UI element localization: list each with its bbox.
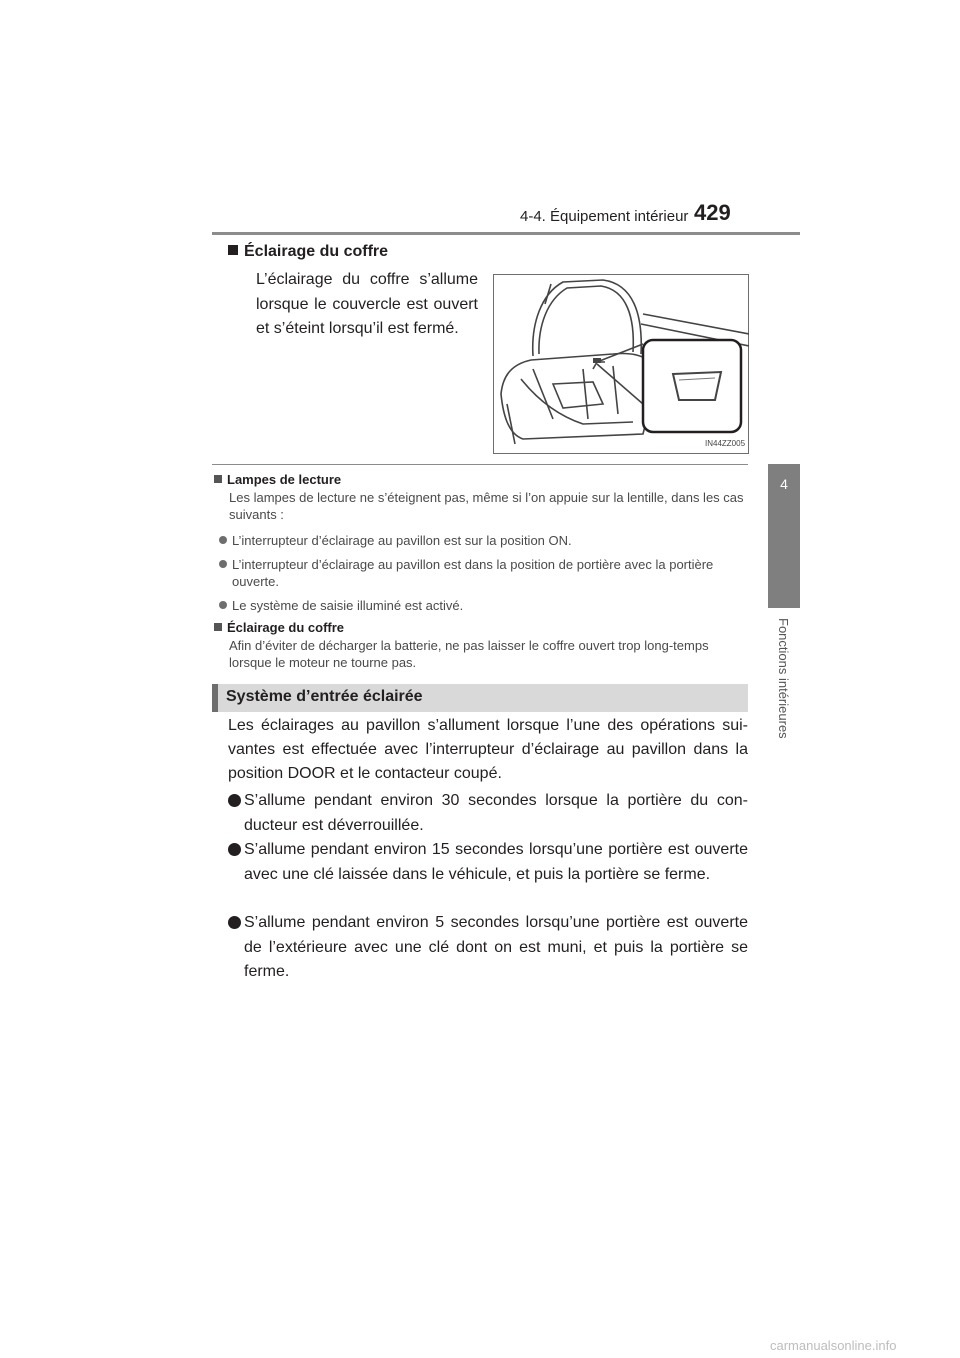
note-bullet-text: L’interrupteur d’éclairage au pavillon est sur la position ON. (232, 533, 572, 548)
illustration-code: IN44ZZ005 (705, 439, 746, 448)
section-intro-illuminated-entry: Les éclairages au pavillon s’allument lorsque l’une des opérations sui-vantes est effectuée avec l’interrupteur d’éclairage au pavillon dans la position DOOR et le contacteur coupé. (228, 717, 748, 782)
section-separator (212, 464, 748, 465)
note-bullet-text: L’interrupteur d’éclairage au pavillon est dans la position de portière avec la portière ouverte. (232, 557, 714, 589)
section-banner-accent (212, 684, 218, 712)
note-title-reading-lamps (214, 472, 341, 487)
list-item (228, 838, 748, 887)
note-text-reading-lamps: Les lampes de lecture ne s’éteignent pas, même si l’on appuie sur la lentille, dans les cas suivants : (229, 490, 744, 522)
trunk-light-illustration (493, 274, 749, 454)
square-bullet-icon (214, 623, 222, 631)
note-title-text: Éclairage du coffre (227, 620, 345, 635)
running-header-section: 4-4. Équipement intérieur (520, 208, 689, 225)
dot-bullet-icon (219, 601, 227, 609)
square-bullet-icon (228, 245, 238, 255)
dot-bullet-icon (219, 536, 227, 544)
footer-watermark: carmanualsonline.info (770, 1338, 897, 1353)
page-number: 429 (694, 200, 731, 225)
section-title-trunk-light (228, 243, 388, 261)
chapter-label: Fonctions intérieures (776, 618, 791, 739)
dot-bullet-icon (228, 794, 241, 807)
dot-bullet-icon (228, 843, 241, 856)
note-bullet (219, 556, 762, 590)
square-bullet-icon (214, 475, 222, 483)
note-bullet (219, 597, 749, 614)
note-title-text: Lampes de lecture (227, 472, 342, 487)
note-bullet-text: Le système de saisie illuminé est activé. (232, 598, 464, 613)
header-rule (212, 232, 800, 235)
list-item-text: S’allume pendant environ 30 secondes lorsque la portière du con-ducteur est déverrouillée. (244, 792, 748, 834)
section-title-illuminated-entry: Système d’entrée éclairée (226, 688, 423, 705)
section-text-trunk-light: L’éclairage du coffre s’allume lorsque le couvercle est ouvert et s’éteint lorsqu’il est fermé. (256, 271, 478, 337)
chapter-number: 4 (780, 476, 788, 492)
note-title-trunk-light (214, 620, 344, 635)
list-item-text: S’allume pendant environ 15 secondes lorsqu’une portière est ouverte avec une clé laissée dans le véhicule, et puis la portière se ferme. (244, 841, 748, 883)
list-item-text: S’allume pendant environ 5 secondes lorsqu’une portière est ouverte de l’extérieure avec une clé dont on est muni, et puis la portière se ferme. (244, 914, 748, 980)
note-text-trunk-light: Afin d’éviter de décharger la batterie, ne pas laisser le coffre ouvert trop long-temps lorsque le moteur ne tourne pas. (229, 638, 709, 670)
note-bullet (219, 532, 749, 549)
list-item (228, 911, 748, 985)
list-item (228, 789, 748, 838)
section-title-text: Éclairage du coffre (244, 243, 389, 260)
dot-bullet-icon (228, 916, 241, 929)
dot-bullet-icon (219, 560, 227, 568)
